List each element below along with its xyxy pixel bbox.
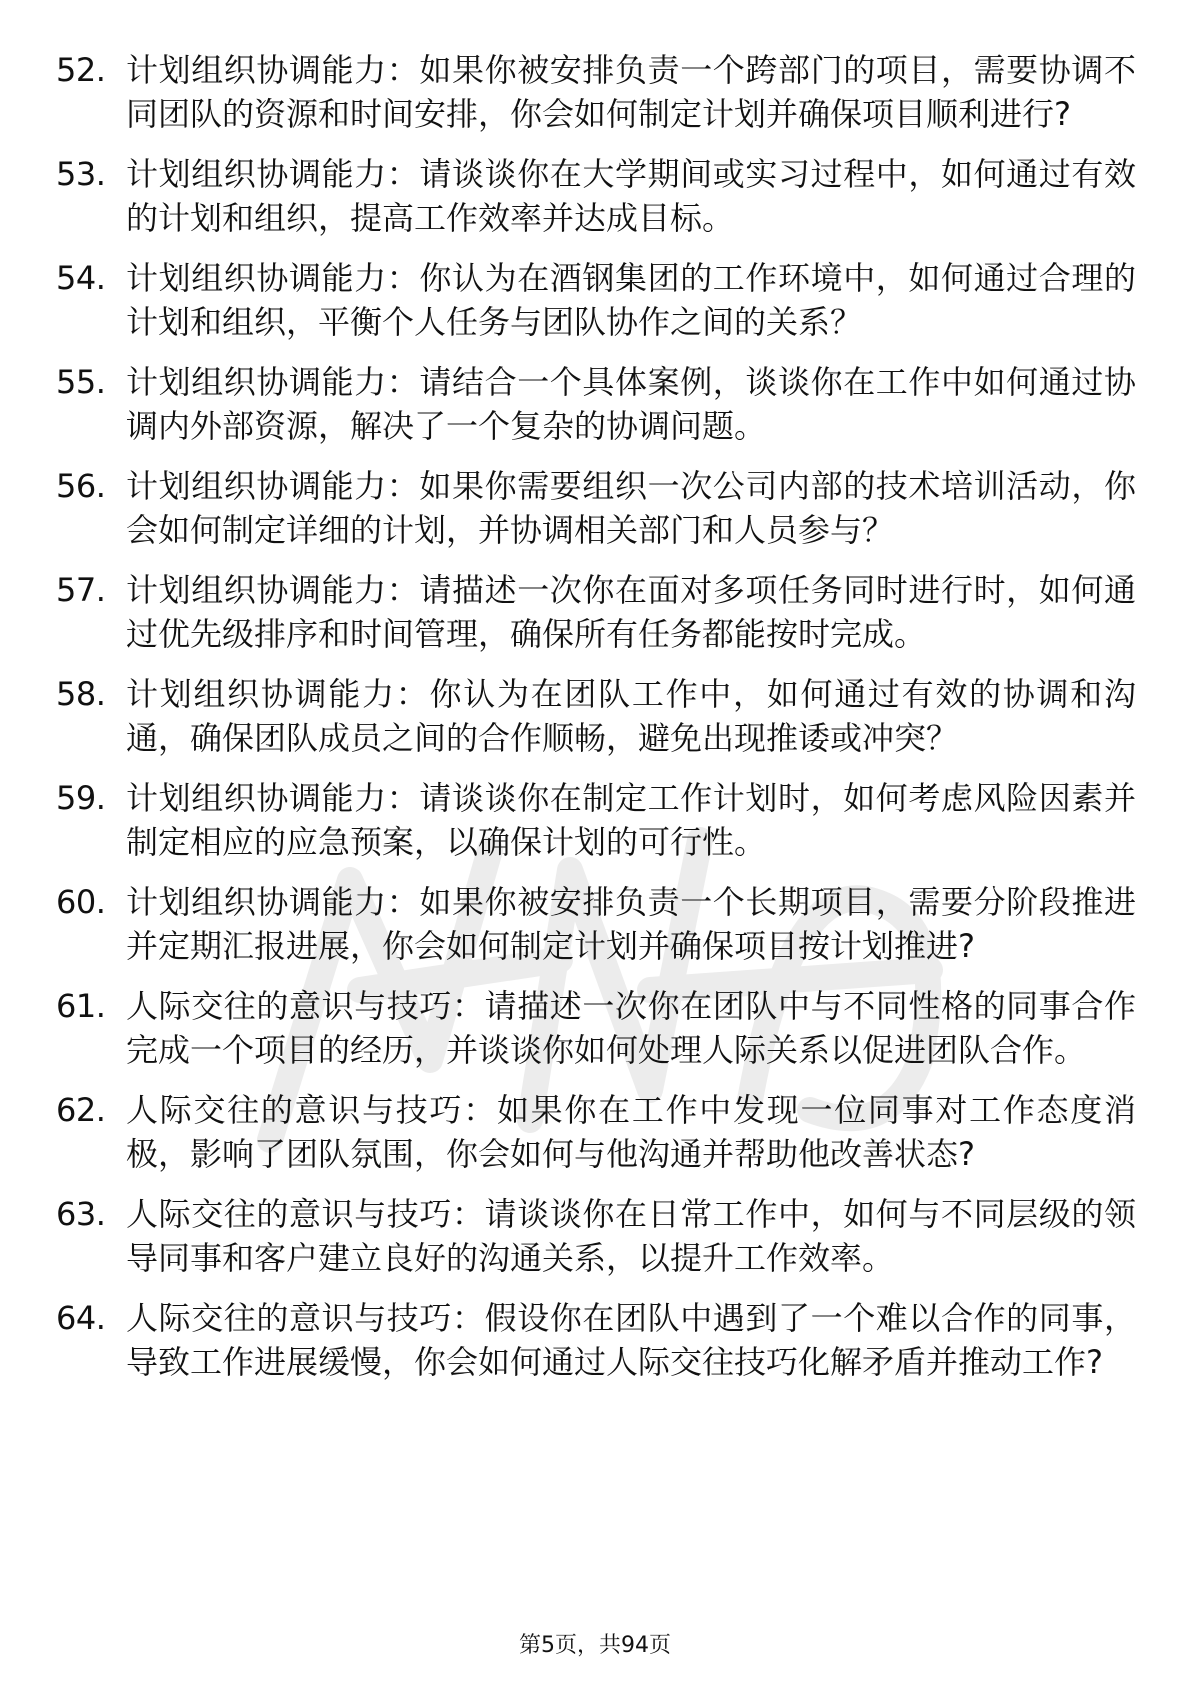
list-item: [56, 880, 1136, 968]
question-number: 63.: [56, 1195, 106, 1233]
list-item: [56, 360, 1136, 448]
question-text: 人际交往的意识与技巧：假设你在团队中遇到了一个难以合作的同事，导致工作进展缓慢，你会如何通过人际交往技巧化解矛盾并推动工作?: [126, 1299, 1136, 1381]
question-number: 57.: [56, 571, 106, 609]
question-text: 计划组织协调能力：请描述一次你在面对多项任务同时进行时，如何通过优先级排序和时间管理，确保所有任务都能按时完成。: [126, 571, 1136, 653]
question-number: 61.: [56, 987, 106, 1025]
question-number: 55.: [56, 363, 106, 401]
list-item: [56, 1192, 1136, 1280]
list-item: [56, 672, 1136, 760]
question-text: 人际交往的意识与技巧：请谈谈你在日常工作中，如何与不同层级的领导同事和客户建立良好的沟通关系，以提升工作效率。: [126, 1195, 1136, 1277]
question-number: 59.: [56, 779, 106, 817]
question-number: 52.: [56, 51, 106, 89]
list-item: [56, 568, 1136, 656]
page-footer: 第5页，共94页: [519, 1633, 671, 1658]
question-text: 计划组织协调能力：如果你被安排负责一个跨部门的项目，需要协调不同团队的资源和时间安排，你会如何制定计划并确保项目顺利进行?: [126, 51, 1136, 133]
question-number: 58.: [56, 675, 106, 713]
list-item: [56, 152, 1136, 240]
question-text: 人际交往的意识与技巧：如果你在工作中发现一位同事对工作态度消极，影响了团队氛围，你会如何与他沟通并帮助他改善状态?: [126, 1091, 1136, 1173]
question-number: 62.: [56, 1091, 106, 1129]
list-item: [56, 776, 1136, 864]
question-text: 计划组织协调能力：请谈谈你在大学期间或实习过程中，如何通过有效的计划和组织，提高工作效率并达成目标。: [126, 155, 1136, 237]
question-number: 60.: [56, 883, 106, 921]
question-text: 计划组织协调能力：请谈谈你在制定工作计划时，如何考虑风险因素并制定相应的应急预案，以确保计划的可行性。: [126, 779, 1136, 861]
list-item: [56, 984, 1136, 1072]
question-list: [56, 48, 1136, 1400]
question-text: 人际交往的意识与技巧：请描述一次你在团队中与不同性格的同事合作完成一个项目的经历，并谈谈你如何处理人际关系以促进团队合作。: [126, 987, 1136, 1069]
question-text: 计划组织协调能力：请结合一个具体案例，谈谈你在工作中如何通过协调内外部资源，解决了一个复杂的协调问题。: [126, 363, 1136, 445]
question-number: 54.: [56, 259, 106, 297]
question-text: 计划组织协调能力：如果你被安排负责一个长期项目，需要分阶段推进并定期汇报进展，你会如何制定计划并确保项目按计划推进?: [126, 883, 1136, 965]
question-text: 计划组织协调能力：你认为在团队工作中，如何通过有效的协调和沟通，确保团队成员之间的合作顺畅，避免出现推诿或冲突？: [126, 675, 1136, 757]
question-number: 64.: [56, 1299, 106, 1337]
list-item: [56, 48, 1136, 136]
list-item: [56, 256, 1136, 344]
list-item: [56, 1296, 1136, 1384]
question-number: 53.: [56, 155, 106, 193]
list-item: [56, 1088, 1136, 1176]
question-number: 56.: [56, 467, 106, 505]
question-text: 计划组织协调能力：如果你需要组织一次公司内部的技术培训活动，你会如何制定详细的计划，并协调相关部门和人员参与？: [126, 467, 1136, 549]
question-text: 计划组织协调能力：你认为在酒钢集团的工作环境中，如何通过合理的计划和组织，平衡个人任务与团队协作之间的关系？: [126, 259, 1136, 341]
list-item: [56, 464, 1136, 552]
